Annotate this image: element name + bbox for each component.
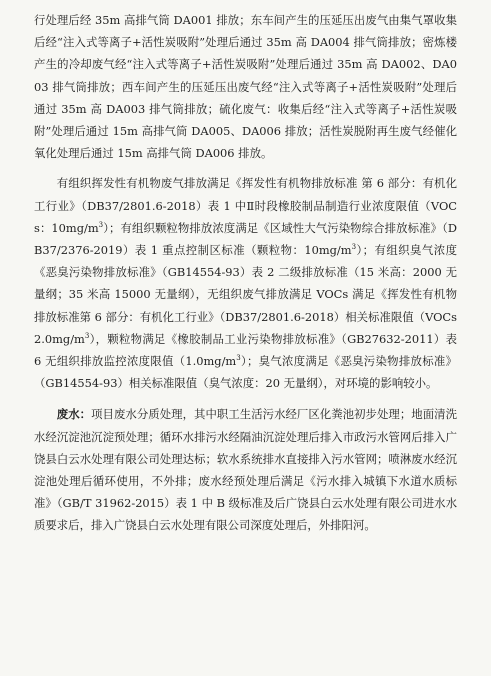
paragraph-text: ），颗粒物满足《橡胶制品工业污染物排放标准》（GB27632-2011）表 6 无组织排放监控浓度限值（1.0mg/m [34,331,457,369]
paragraph-lead-heading: 废水： [56,407,92,422]
superscript: 3 [351,243,357,252]
paragraph-text: ）；有组织臭气浓度《恶臭污染物排放标准》（GB14554-93）表 2 二级排放标准（15 米高：2000 无量纲；35 米高 15000 无量纲），无组织废气排放满足 VOCs 满足《挥发性有机物排放标准第 6 部分：有机化工行业》（DB37/2801.6-2018）相关标准限值（VOCs2.0mg/m [34,243,457,346]
superscript: 3 [84,332,90,341]
superscript: 3 [236,354,241,363]
paragraph-text: 行处理后经 35m 高排气筒 DA001 排放；东车间产生的压延压出废气由集气罩收集后经“注入式等离子+活性炭吸附”处理后通过 35m 高 DA004 排气筒排放；密炼楼产生的冷却废气经“注入式等离子+活性炭吸附”处理后通过 35m 高 DA002、DA003 排气筒排放；西车间产生的压延压出废气经“注入式等离子+活性炭吸附”处理后通过 35m 高 DA003 排气筒排放；硫化废气：收集后经“注入式等离子+活性炭吸附”处理后通过 15m 高排气筒 DA005、DA006 排放；活性炭脱附再生废气经催化氧化处理后通过 15m 高排气筒 DA006 排放。 [34,13,457,161]
paragraph-wastewater [34,403,457,536]
paragraph-text: ）；臭气浓度满足《恶臭污染物排放标准》（GB14554-93）相关标准限值（臭气浓度：20 无量纲），对环境的影响较小。 [34,354,457,391]
superscript: 3 [98,221,104,230]
paragraph-text: ）；有组织颗粒物排放浓度满足《区域性大气污染物综合排放标准》（DB37/2376-2019）表 1 重点控制区标准（颗粒物：10mg/m [34,220,457,258]
paragraph-exhaust-standards [34,172,457,394]
paragraph-text: 有组织挥发性有机物废气排放满足《挥发性有机物排放标准 第 6 部分：有机化工行业》（DB37/2801.6-2018）表 1 中Ⅱ时段橡胶制品制造行业浓度限值（VOCs：10mg/m [34,176,457,235]
paragraph-text: 项目废水分质处理，其中职工生活污水经厂区化粪池初步处理；地面清洗水经沉淀池沉淀预处理；循环水排污水经隔油沉淀处理后排入市政污水管网后排入广饶县白云水处理有限公司处理达标；软水系统排水直接排入污水管网；喷淋废水经沉淀池处理后循环使用，不外排；废水经预处理后满足《污水排入城镇下水道水质标准》（GB/T 31962-2015）表 1 中 B 级标准及后广饶县白云水处理有限公司进水水质要求后，排入广饶县白云水处理有限公司深度处理后，外排阳河。 [34,407,457,533]
paragraph-exhaust-treatment [34,9,457,164]
